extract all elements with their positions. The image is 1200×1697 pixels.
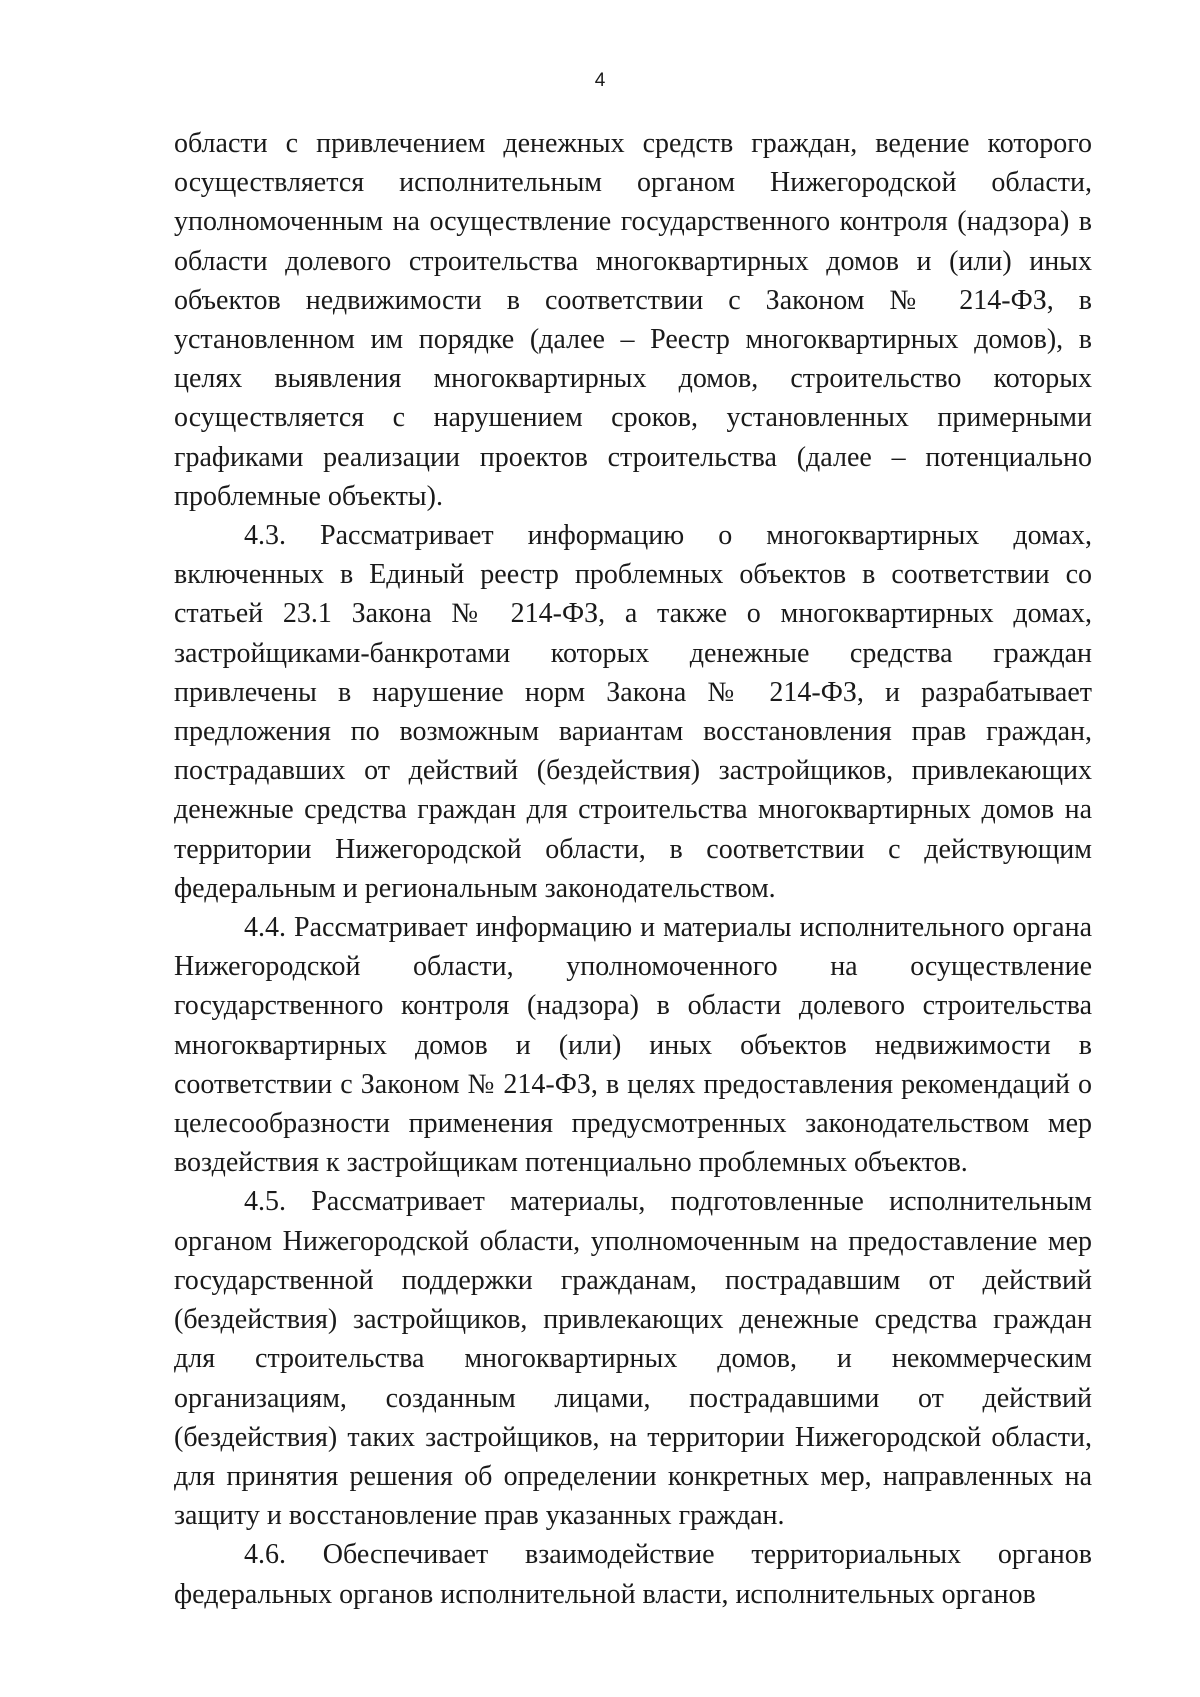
document-body — [174, 124, 1092, 1614]
paragraph-4-4: 4.4. Рассматривает информацию и материалы исполнительного органа Нижегородской области, уполномоченного на осуществление государственного контроля (надзора) в области долевого строительства многоквартирных домов и (или) иных объектов недвижимости в соответствии с Законом № 214-ФЗ, в целях предоставления рекомендаций о целесообразности применения предусмотренных законодательством мер воздействия к застройщикам потенциально проблемных объектов. — [174, 912, 1092, 1179]
paragraph-4-5: 4.5. Рассматривает материалы, подготовленные исполнительным органом Нижегородской области, уполномоченным на предоставление мер государственной поддержки гражданам, пострадавшим от действий (бездействия) застройщиков, привлекающих денежные средства граждан для строительства многоквартирных домов, и некоммерческим организациям, созданным лицами, пострадавшими от действий (бездействия) таких застройщиков, на территории Нижегородской области, для принятия решения об определении конкретных мер, направленных на защиту и восстановление прав указанных граждан. — [174, 1186, 1092, 1532]
paragraph-4-6: 4.6. Обеспечивает взаимодействие территориальных органов федеральных органов исполнительной власти, исполнительных органов — [174, 1539, 1092, 1610]
page-number: 4 — [594, 70, 606, 91]
paragraph-4-3: 4.3. Рассматривает информацию о многоквартирных домах, включенных в Единый реестр проблемных объектов в соответствии со статьей 23.1 Закона № 214-ФЗ, а также о многоквартирных домах, застройщиками-банкротами которых денежные средства граждан привлечены в нарушение норм Закона № 214-ФЗ, и разрабатывает предложения по возможным вариантам восстановления прав граждан, пострадавших от действий (бездействия) застройщиков, привлекающих денежные средства граждан для строительства многоквартирных домов на территории Нижегородской области, в соответствии с действующим федеральным и региональным законодательством. — [174, 520, 1092, 904]
paragraph-continuation: области с привлечением денежных средств граждан, ведение которого осуществляется исполнительным органом Нижегородской области, уполномоченным на осуществление государственного контроля (надзора) в области долевого строительства многоквартирных домов и (или) иных объектов недвижимости в соответствии с Законом № 214-ФЗ, в установленном им порядке (далее – Реестр многоквартирных домов), в целях выявления многоквартирных домов, строительство которых осуществляется с нарушением сроков, установленных примерными графиками реализации проектов строительства (далее – потенциально проблемные объекты). — [174, 128, 1092, 512]
